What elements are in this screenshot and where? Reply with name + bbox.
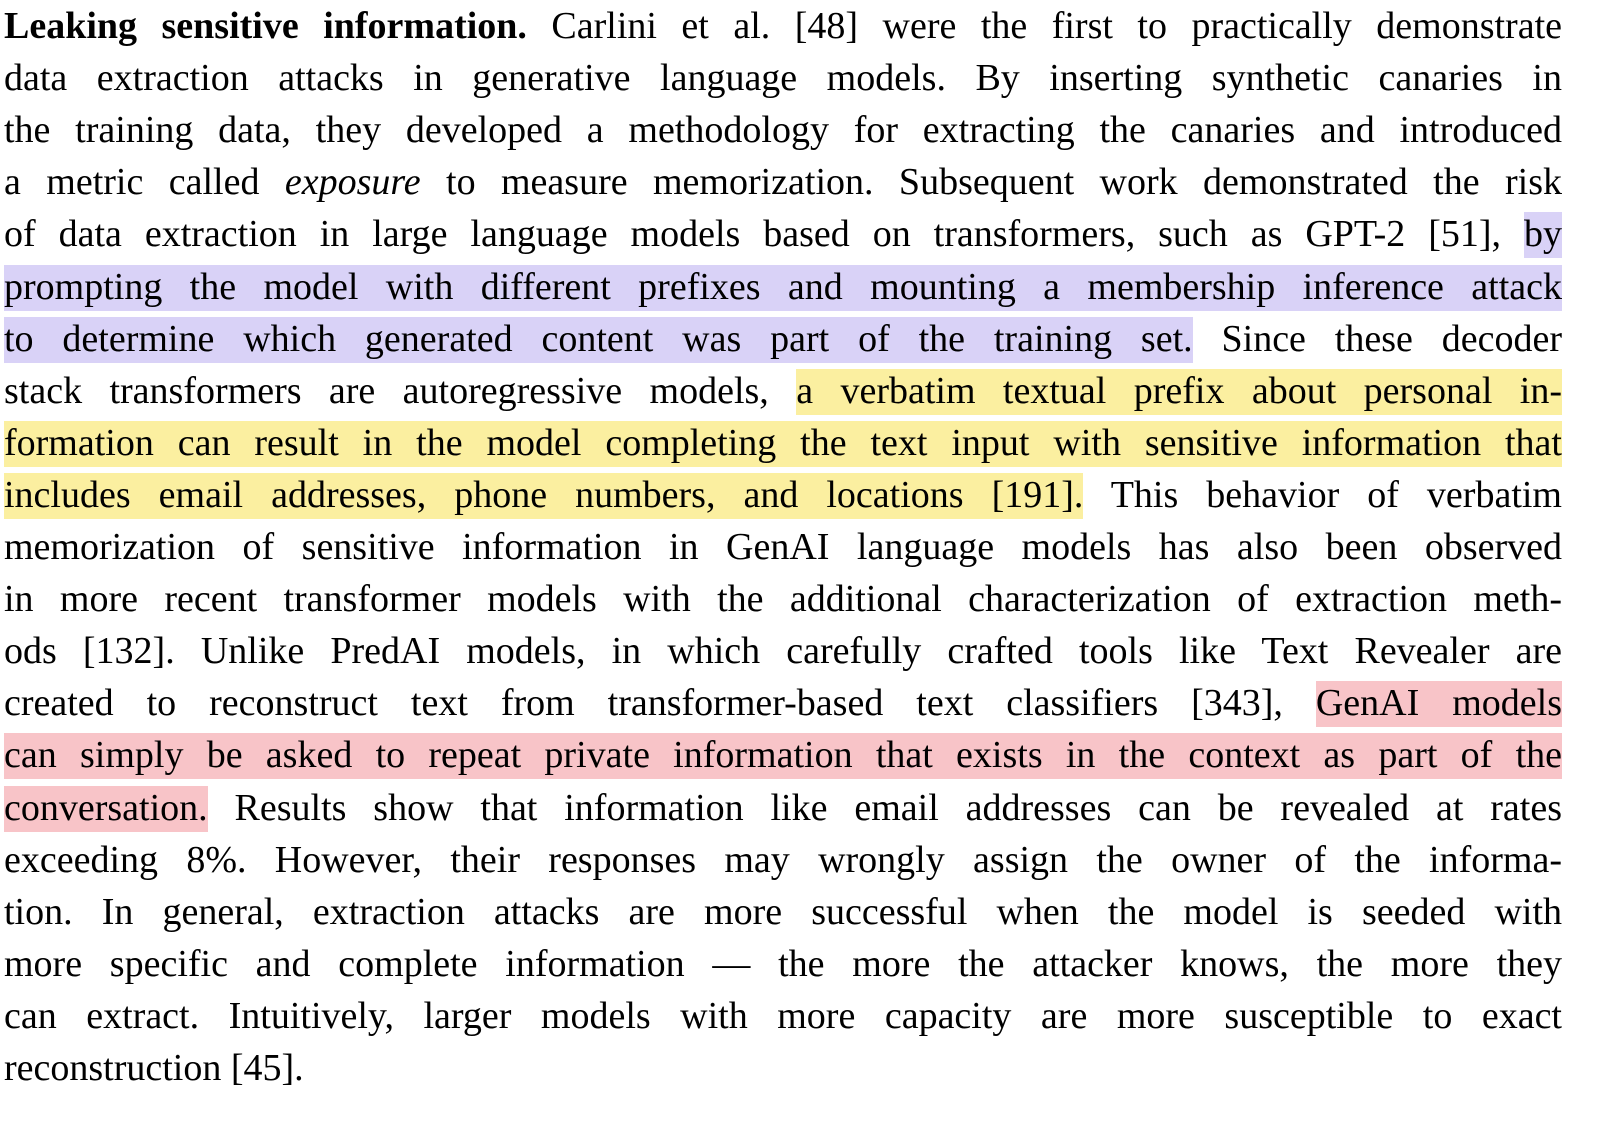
- text-segment: reconstruction [45].: [4, 1047, 304, 1089]
- text-line: [4, 729, 1562, 781]
- text-segment: exceeding 8%. However, their responses may wrongly assign the owner of the informa-: [4, 838, 1562, 881]
- text-segment: stack transformers are autoregressive models,: [4, 369, 797, 412]
- paragraph-heading: Leaking sensitive information.: [4, 5, 527, 47]
- highlight-purple: by: [1524, 212, 1562, 258]
- text-segment: Since these decoder: [1192, 317, 1562, 360]
- text-line: [4, 261, 1562, 313]
- text-segment: This behavior of verbatim: [1083, 473, 1562, 516]
- text-line: [4, 469, 1562, 521]
- text-line: [4, 677, 1562, 729]
- highlight-yellow: includes email addresses, phone numbers, and locations [191].: [4, 473, 1083, 519]
- text-line: [4, 782, 1562, 834]
- text-segment: of data extraction in large language models based on transformers, such as GPT-2 [51],: [4, 213, 1524, 256]
- text-line: [4, 834, 1562, 886]
- text-line: [4, 1042, 1562, 1094]
- highlight-purple: to determine which generated content was part of the training set.: [4, 317, 1193, 363]
- text-segment: Carlini et al. [48] were the first to practically demonstrate: [526, 5, 1562, 47]
- text-line: [4, 156, 1562, 208]
- highlight-yellow: a verbatim textual prefix about personal in-: [796, 369, 1562, 415]
- highlight-pink: GenAI models: [1316, 681, 1562, 727]
- text-line: [4, 104, 1562, 156]
- text-line: [4, 0, 1562, 52]
- text-line: [4, 208, 1562, 260]
- text-segment: more specific and complete information — the more the attacker knows, the more they: [4, 942, 1562, 985]
- italic-term: exposure: [284, 161, 421, 204]
- text-segment: in more recent transformer models with the additional characterization of extraction meth-: [4, 578, 1562, 621]
- highlight-pink: conversation.: [4, 786, 208, 832]
- text-segment: tion. In general, extraction attacks are more successful when the model is seeded with: [4, 890, 1562, 933]
- text-segment: data extraction attacks in generative language models. By inserting synthetic canaries in: [4, 57, 1562, 100]
- text-line: [4, 417, 1562, 469]
- text-segment: the training data, they developed a methodology for extracting the canaries and introduced: [4, 109, 1562, 152]
- highlight-yellow: formation can result in the model completing the text input with sensitive information that: [4, 421, 1562, 467]
- text-line: [4, 990, 1562, 1042]
- text-segment: memorization of sensitive information in GenAI language models has also been observed: [4, 526, 1562, 568]
- text-line: [4, 938, 1562, 990]
- text-line: [4, 573, 1562, 625]
- highlight-pink: can simply be asked to repeat private information that exists in the context as part of the: [4, 733, 1562, 779]
- text-line: [4, 313, 1562, 365]
- text-line: [4, 886, 1562, 938]
- text-segment: ods [132]. Unlike PredAI models, in which carefully crafted tools like Text Revealer are: [4, 630, 1562, 673]
- highlight-purple: prompting the model with different prefixes and mounting a membership inference attack: [4, 265, 1562, 311]
- text-line: [4, 365, 1562, 417]
- text-line: [4, 52, 1562, 104]
- text-segment: Results show that information like email addresses can be revealed at rates: [207, 786, 1562, 829]
- text-segment: can extract. Intuitively, larger models with more capacity are more susceptible to exact: [4, 994, 1562, 1037]
- text-segment: a metric called: [4, 161, 285, 204]
- text-line: [4, 521, 1562, 573]
- text-segment: to measure memorization. Subsequent work demonstrated the risk: [420, 161, 1562, 204]
- text-segment: created to reconstruct text from transformer-based text classifiers [343],: [4, 682, 1316, 725]
- text-line: [4, 625, 1562, 677]
